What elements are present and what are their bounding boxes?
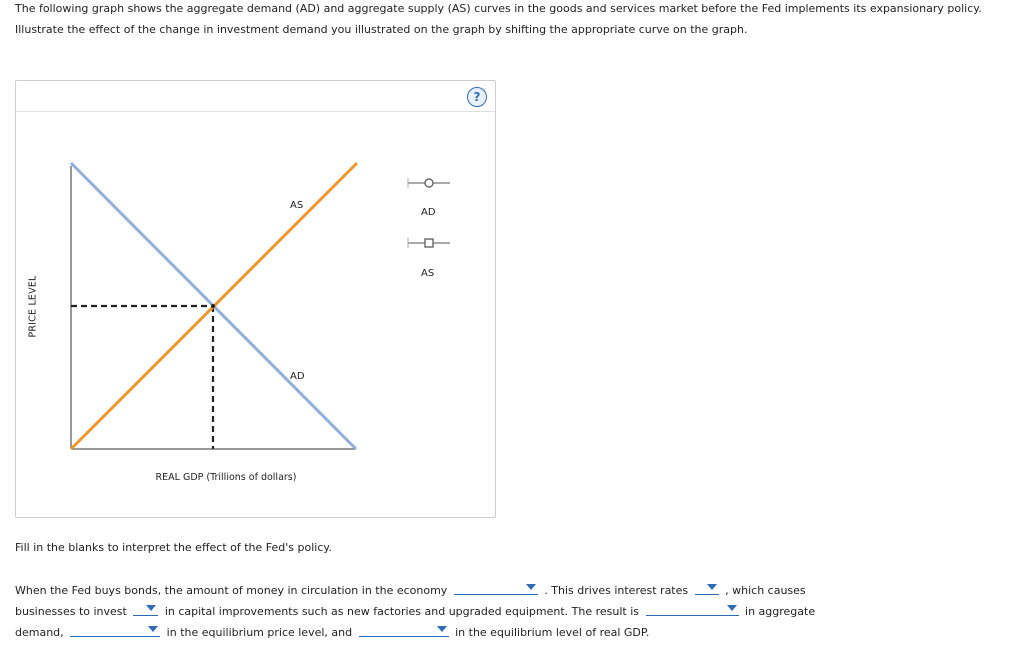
as-tool-label: AS: [421, 268, 435, 279]
sentence-text: When the Fed buys bonds, the amount of money in circulation in the economy: [15, 584, 448, 597]
chevron-down-icon: [526, 584, 536, 590]
equilibrium-point: [211, 304, 215, 308]
price-level-dropdown[interactable]: [70, 623, 160, 637]
sentence-text: in the equilibrium level of real GDP.: [455, 626, 650, 639]
x-axis-label: REAL GDP (Trillions of dollars): [155, 472, 297, 483]
sentence-text: . This drives interest rates: [544, 584, 689, 597]
circle-marker-icon: [425, 179, 433, 187]
ad-tool-label: AD: [421, 207, 436, 218]
chevron-down-icon: [727, 605, 737, 611]
graph-panel: [15, 80, 496, 518]
help-icon[interactable]: ?: [467, 87, 487, 107]
sentence-text: in the equilibrium price level, and: [166, 626, 353, 639]
invest-dropdown[interactable]: [133, 602, 158, 616]
as-tool[interactable]: [408, 238, 450, 248]
chevron-down-icon: [707, 584, 717, 590]
as-curve-label: AS: [290, 200, 304, 211]
ad-tool[interactable]: [408, 178, 450, 188]
chevron-down-icon: [437, 626, 447, 632]
graph-canvas[interactable]: [16, 81, 495, 517]
chevron-down-icon: [148, 626, 158, 632]
sentence-text: in aggregate: [745, 605, 816, 618]
money-change-dropdown[interactable]: [454, 581, 538, 595]
fill-intro: Fill in the blanks to interpret the effect of the Fed's policy.: [15, 541, 332, 554]
interest-rate-dropdown[interactable]: [695, 581, 719, 595]
sentence-text: businesses to invest: [15, 605, 127, 618]
fill-in-paragraph: [15, 580, 1015, 643]
sentence-text: in capital improvements such as new factories and upgraded equipment. The result is: [164, 605, 640, 618]
aggregate-demand-change-dropdown[interactable]: [646, 602, 739, 616]
sentence-text: demand,: [15, 626, 64, 639]
question-text: The following graph shows the aggregate demand (AD) and aggregate supply (AS) curves in the goods and services market before the Fed implements its expansionary policy. Illustrate the effect of the change in investment demand you illustrated on the graph by shifting the appropriate curve on the graph.: [15, 2, 982, 36]
chevron-down-icon: [146, 605, 156, 611]
ad-curve-label: AD: [290, 371, 305, 382]
real-gdp-dropdown[interactable]: [359, 623, 449, 637]
sentence-text: , which causes: [725, 584, 806, 597]
square-marker-icon: [425, 239, 433, 247]
y-axis-label: PRICE LEVEL: [27, 275, 39, 338]
